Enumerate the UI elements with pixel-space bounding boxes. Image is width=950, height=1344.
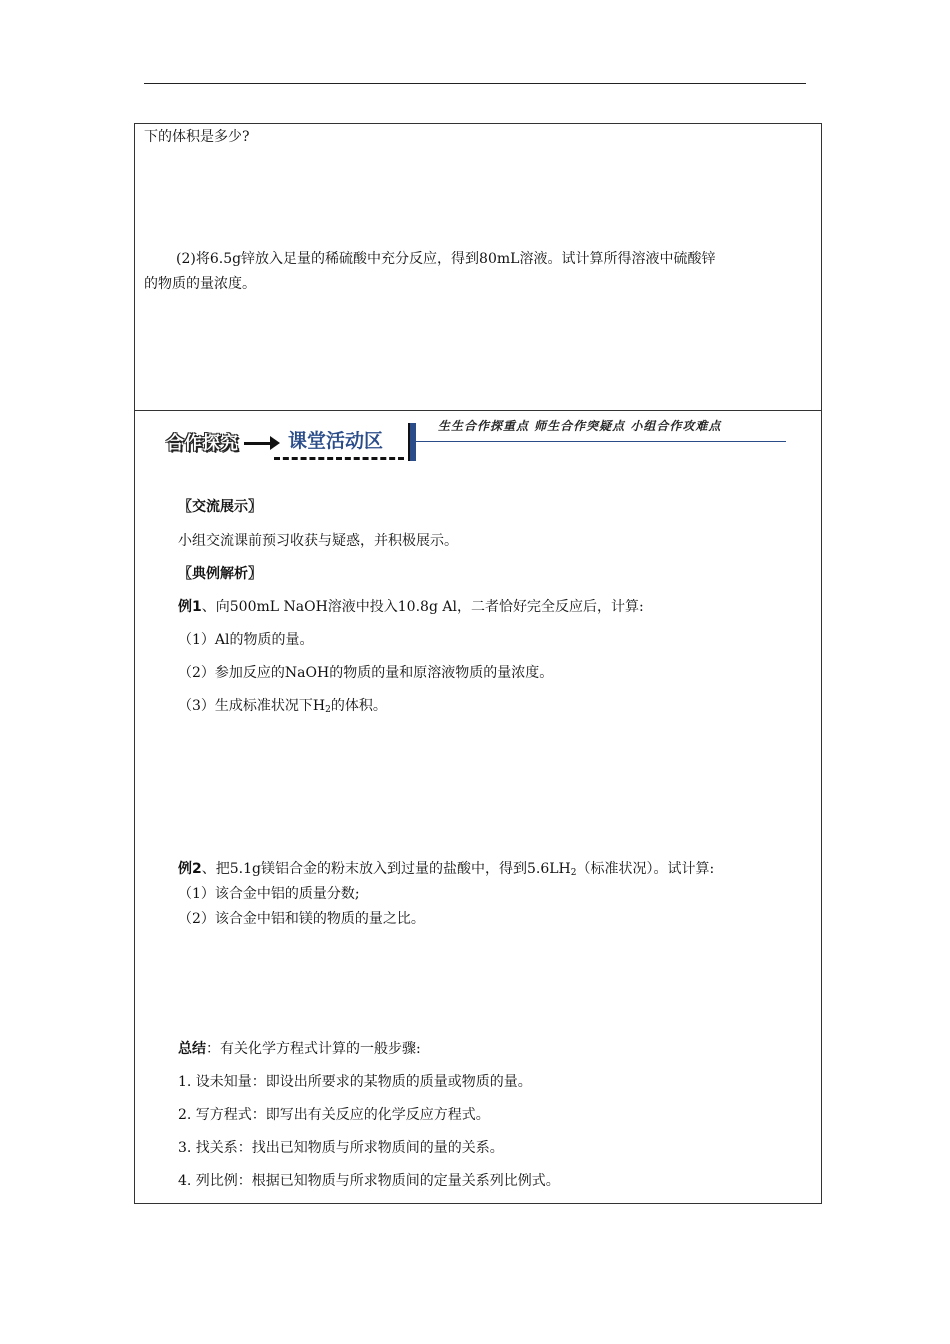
banner-dash: [274, 457, 404, 460]
continued-question: 下的体积是多少?: [144, 129, 250, 145]
summary-step-4: 4. 列比例：根据已知物质与所求物质间的定量关系列比例式。: [178, 1173, 560, 1189]
section-banner: [160, 413, 790, 463]
example-1-item-3-post: 的体积。: [330, 698, 387, 714]
exchange-text: 小组交流课前预习收获与疑惑，并积极展示。: [178, 533, 458, 549]
example-2-text-post: （标准状况）。试计算:: [576, 861, 715, 877]
exchange-heading: 〖交流展示〗: [178, 499, 262, 515]
summary-label: 总结: [178, 1041, 206, 1057]
example-1-item-1: （1）Al的物质的量。: [178, 632, 314, 648]
subscript-2: 2: [570, 868, 577, 878]
banner-rule: [416, 441, 786, 442]
examples-heading: 〖典例解析〗: [178, 566, 262, 582]
banner-subtitle: 课堂活动区: [288, 430, 384, 452]
question-2-line-1: (2)将6.5g锌放入足量的稀硫酸中充分反应，得到80mL溶液。试计算所得溶液中硫酸锌: [176, 251, 716, 267]
banner-title: 合作探究: [166, 433, 238, 454]
summary-step-3: 3. 找关系：找出已知物质与所求物质间的量的关系。: [178, 1140, 504, 1156]
example-1-stem: [178, 597, 644, 617]
example-1-item-3: [178, 696, 387, 720]
arrowhead-icon: [270, 436, 280, 450]
banner-bar: [408, 423, 416, 461]
example-2-text-pre: 、把5.1g镁铝合金的粉末放入到过量的盐酸中，得到5.6LH: [201, 861, 571, 877]
example-2-item-2: （2）该合金中铝和镁的物质的量之比。: [178, 911, 425, 927]
summary-text: ：有关化学方程式计算的一般步骤:: [206, 1041, 421, 1057]
summary-heading: [178, 1039, 421, 1059]
header-rule: [144, 83, 806, 84]
question-2-line-2: 的物质的量浓度。: [144, 276, 256, 292]
banner-slogan: 生生合作探重点 师生合作突疑点 小组合作攻难点: [438, 419, 722, 433]
example-2-label: 例2: [178, 861, 202, 877]
example-1-text: 、向500mL NaOH溶液中投入10.8g Al，二者恰好完全反应后，计算:: [201, 599, 644, 615]
example-1-label: 例1: [178, 599, 202, 615]
example-1-item-2: （2）参加反应的NaOH的物质的量和原溶液物质的量浓度。: [178, 665, 554, 681]
example-2-item-1: （1）该合金中铝的质量分数;: [178, 886, 360, 902]
summary-step-1: 1. 设未知量：即设出所要求的某物质的质量或物质的量。: [178, 1074, 532, 1090]
summary-step-2: 2. 写方程式：即写出有关反应的化学反应方程式。: [178, 1107, 490, 1123]
example-1-item-3-pre: （3）生成标准状况下H: [178, 698, 326, 714]
subscript-2: 2: [325, 705, 331, 715]
arrow-icon: [244, 442, 272, 445]
example-2-stem: [178, 859, 714, 883]
